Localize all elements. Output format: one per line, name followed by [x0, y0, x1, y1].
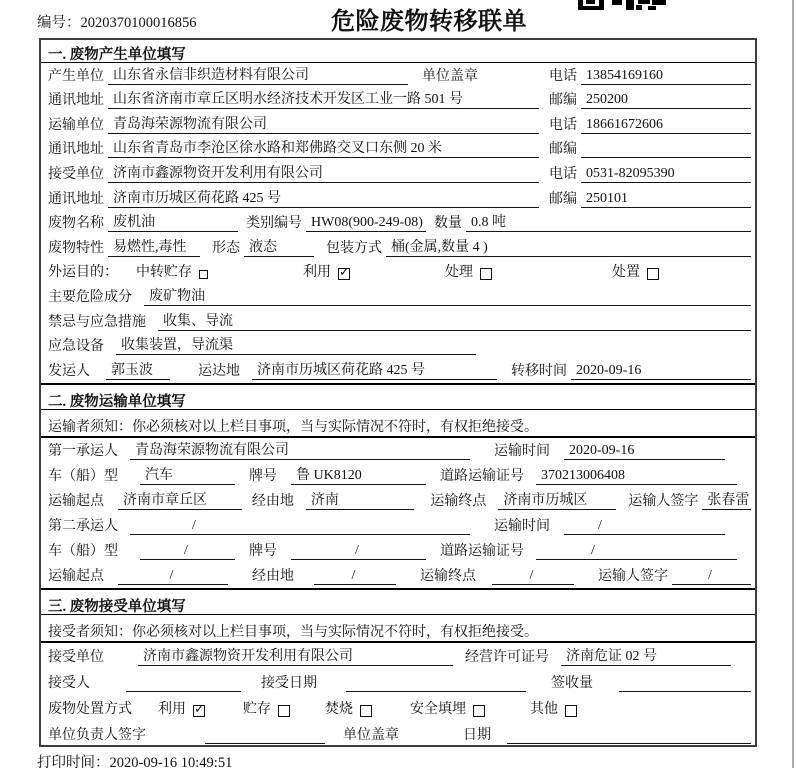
vehicle2-permit-value: / — [536, 543, 737, 560]
route1-end-value: 济南市历城区 — [498, 489, 616, 510]
field-label: 单位负责人签字 — [48, 727, 146, 743]
plate-label: 牌号 — [249, 468, 277, 484]
vehicle1-permit-value: 370213006408 — [536, 468, 737, 485]
emergency-measures-value: 收集、导流 — [158, 310, 751, 331]
field-label: 第二承运人 — [48, 518, 118, 534]
option-label: 利用 — [158, 701, 186, 717]
field-label: 接受人 — [48, 675, 90, 691]
field-label: 应急设备 — [48, 339, 104, 355]
section3-header: 三. 废物接受单位填写 — [41, 588, 755, 615]
packaging-label: 包装方式 — [326, 240, 382, 256]
category-code-label: 类别编号 — [246, 216, 302, 232]
carrier1-time-value: 2020-09-16 — [564, 443, 725, 460]
field-label: 通讯地址 — [48, 93, 104, 109]
carrier2-row — [41, 513, 755, 538]
field-label: 废物特性 — [48, 240, 104, 256]
vehicle1-plate-value: 鲁 UK8120 — [291, 464, 426, 485]
receive-unit-row — [41, 643, 755, 669]
emergency-measures-row — [41, 309, 755, 334]
road-permit-label: 道路运输证号 — [440, 468, 524, 484]
field-label: 主要危险成分 — [48, 289, 132, 305]
transfer-purpose-row — [41, 260, 755, 285]
purpose-option-dispose — [612, 261, 659, 281]
page-right-edge — [792, 0, 794, 768]
receive-date-label: 接受日期 — [261, 675, 317, 691]
signed-qty-label: 签收量 — [551, 675, 593, 691]
transfer-time-label: 转移时间 — [511, 363, 567, 379]
section-producer — [41, 40, 755, 383]
road-permit-label: 道路运输证号 — [440, 543, 524, 559]
checkbox-utilize — [338, 268, 350, 280]
purpose-option-storage — [136, 261, 208, 281]
form-label: 形态 — [212, 240, 240, 256]
zip-label: 邮编 — [549, 93, 577, 109]
field-label: 发运人 — [48, 363, 90, 379]
field-label: 接受单位 — [48, 166, 104, 182]
receive-person-value — [126, 691, 241, 692]
checkbox-landfill — [473, 705, 485, 717]
page-title: 危险废物转移联单 — [331, 9, 527, 35]
license-value: 济南危证 02 号 — [561, 645, 731, 666]
route1-start-value: 济南市章丘区 — [118, 489, 242, 510]
checkbox-storage — [199, 270, 208, 279]
route2-row — [41, 563, 755, 588]
section-transporter — [41, 383, 755, 588]
vehicle1-type-value: 汽车 — [140, 464, 235, 485]
field-label: 车（船）型 — [48, 468, 118, 484]
vehicle1-row — [41, 463, 755, 488]
section2-header: 二. 废物运输单位填写 — [41, 383, 755, 410]
via-label: 经由地 — [252, 568, 294, 584]
emergency-equipment-row — [41, 334, 755, 359]
producer-address-value: 山东省济南市章丘区明水经济技术开发区工业一路 501 号 — [108, 88, 539, 109]
carrier1-row — [41, 438, 755, 463]
field-label: 通讯地址 — [48, 191, 104, 207]
option-label: 贮存 — [243, 701, 271, 717]
producer-phone-value: 13854169160 — [581, 68, 751, 85]
receiver-zip-value: 250101 — [581, 191, 751, 208]
transporter-address-row — [41, 137, 755, 162]
transport-time-label: 运输时间 — [494, 443, 550, 459]
field-label: 运输单位 — [48, 117, 104, 133]
transport-time-label: 运输时间 — [494, 518, 550, 534]
receiver-address-row — [41, 186, 755, 211]
qr-code-fragment — [578, 0, 666, 11]
purpose-option-treat — [445, 261, 492, 281]
checkbox-incinerate — [360, 705, 372, 717]
receiver-name-value: 济南市鑫源物资开发利用有限公司 — [108, 162, 539, 183]
carrier1-name-value: 青岛海荣源物流有限公司 — [130, 439, 470, 460]
print-time-value: 2020-09-16 10:49:51 — [109, 755, 233, 768]
field-label: 废物名称 — [48, 216, 104, 232]
transfer-time-value: 2020-09-16 — [571, 363, 751, 380]
checkbox-dispose — [647, 268, 659, 280]
form-value: 液态 — [244, 236, 314, 257]
quantity-value: 0.8 吨 — [466, 211, 751, 232]
route1-via-value: 济南 — [306, 489, 414, 510]
option-label: 处置 — [612, 265, 640, 281]
transporter-phone-value: 18661672606 — [581, 117, 751, 134]
phone-label: 电话 — [549, 166, 577, 182]
producer-row — [41, 63, 755, 88]
checkbox-other — [565, 705, 577, 717]
transporter-name-value: 青岛海荣源物流有限公司 — [108, 113, 539, 134]
route2-via-value: / — [314, 568, 396, 585]
route2-sign-value: / — [672, 568, 751, 585]
dispatch-row — [41, 358, 755, 383]
receive-unit-value: 济南市鑫源物资开发利用有限公司 — [138, 645, 453, 666]
transporter-address-value: 山东省青岛市李沧区徐水路和郑佛路交叉口东侧 20 米 — [108, 137, 539, 158]
dispatcher-value: 郭玉波 — [106, 359, 170, 380]
option-label: 焚烧 — [325, 701, 353, 717]
field-label: 产生单位 — [48, 68, 104, 84]
sign-date-value — [507, 743, 751, 744]
field-label: 运输起点 — [48, 568, 104, 584]
responsible-sign-row — [41, 721, 755, 747]
zip-label: 邮编 — [549, 191, 577, 207]
license-label: 经营许可证号 — [465, 649, 549, 665]
route1-sign-value: 张春雷 — [702, 489, 751, 510]
destination-value: 济南市历城区荷花路 425 号 — [252, 359, 497, 380]
disposal-option-utilize — [158, 698, 205, 718]
receiver-address-value: 济南市历城区荷花路 425 号 — [108, 187, 539, 208]
waste-traits-row — [41, 235, 755, 260]
route-end-label: 运输终点 — [420, 568, 476, 584]
destination-label: 运达地 — [198, 363, 240, 379]
vehicle2-type-value: / — [140, 543, 235, 560]
producer-zip-value: 250200 — [581, 92, 751, 109]
receiver-notice: 接受者须知：你必须核对以上栏目事项，当与实际情况不符时，有权拒绝接受。 — [41, 615, 755, 643]
checkbox-treat — [480, 268, 492, 280]
transporter-row — [41, 112, 755, 137]
packaging-value: 桶(金属,数量 4 ) — [386, 236, 751, 257]
date-label: 日期 — [463, 727, 491, 743]
carrier-sign-label: 运输人签字 — [628, 493, 699, 509]
purpose-option-utilize — [303, 261, 350, 281]
option-label: 安全填埋 — [410, 701, 466, 717]
field-label: 车（船）型 — [48, 543, 118, 559]
checkbox-store — [278, 705, 290, 717]
signed-qty-value — [619, 691, 751, 692]
doc-number-value: 2020370100016856 — [80, 15, 197, 31]
option-label: 中转贮存 — [136, 265, 192, 281]
disposal-method-row — [41, 695, 755, 721]
field-label: 接受单位 — [48, 649, 104, 665]
receiver-row — [41, 161, 755, 186]
checkbox-utilize — [193, 705, 205, 717]
route2-start-value: / — [118, 568, 228, 585]
field-label: 禁忌与应急措施 — [48, 314, 146, 330]
disposal-option-store — [243, 698, 290, 718]
doc-number — [37, 11, 197, 32]
receive-person-row — [41, 669, 755, 695]
section1-header: 一. 废物产生单位填写 — [41, 40, 755, 63]
print-time-label: 打印时间： — [37, 755, 110, 768]
vehicle2-plate-value: / — [291, 543, 426, 560]
phone-label: 电话 — [549, 117, 577, 133]
via-label: 经由地 — [251, 493, 294, 509]
disposal-option-other — [530, 698, 577, 718]
phone-label: 电话 — [549, 68, 577, 84]
quantity-label: 数量 — [434, 216, 462, 232]
option-label: 其他 — [530, 701, 558, 717]
waste-name-row — [41, 211, 755, 236]
waste-traits-value: 易燃性,毒性 — [108, 236, 200, 257]
field-label: 运输起点 — [48, 493, 104, 509]
transporter-notice: 运输者须知：你必须核对以上栏目事项，当与实际情况不符时，有权拒绝接受。 — [41, 410, 755, 438]
transporter-zip-value — [581, 157, 751, 158]
option-label: 利用 — [303, 265, 331, 281]
hazard-component-value: 废矿物油 — [144, 285, 751, 306]
unit-seal-label: 单位盖章 — [343, 727, 399, 743]
disposal-option-landfill — [410, 698, 485, 718]
plate-label: 牌号 — [249, 543, 277, 559]
producer-name-value: 山东省永信非织造材料有限公司 — [108, 64, 408, 85]
carrier2-time-value: / — [564, 518, 725, 535]
manifest-form — [39, 38, 757, 747]
disposal-option-incinerate — [325, 698, 372, 718]
route1-row — [41, 488, 755, 513]
field-label: 通讯地址 — [48, 142, 104, 158]
category-code-value: HW08(900-249-08) — [306, 215, 426, 232]
receive-date-value — [346, 691, 526, 692]
producer-address-row — [41, 88, 755, 113]
carrier2-name-value: / — [130, 518, 470, 535]
section-receiver — [41, 588, 755, 747]
field-label: 第一承运人 — [48, 443, 118, 459]
route2-end-value: / — [492, 568, 574, 585]
zip-label: 邮编 — [549, 142, 577, 158]
field-label: 废物处置方式 — [48, 701, 132, 717]
route-end-label: 运输终点 — [430, 493, 487, 509]
receiver-phone-value: 0531-82095390 — [581, 166, 751, 183]
option-label: 处理 — [445, 265, 473, 281]
field-label: 外运目的： — [48, 265, 118, 281]
waste-name-value: 废机油 — [108, 211, 238, 232]
unit-seal-label: 单位盖章 — [422, 68, 478, 84]
print-time — [37, 751, 232, 768]
vehicle2-row — [41, 538, 755, 563]
responsible-sign-value — [205, 743, 325, 744]
carrier-sign-label: 运输人签字 — [598, 568, 668, 584]
emergency-equipment-value: 收集装置，导流渠 — [116, 334, 476, 355]
doc-number-label: 编号： — [37, 15, 81, 31]
hazard-component-row — [41, 284, 755, 309]
